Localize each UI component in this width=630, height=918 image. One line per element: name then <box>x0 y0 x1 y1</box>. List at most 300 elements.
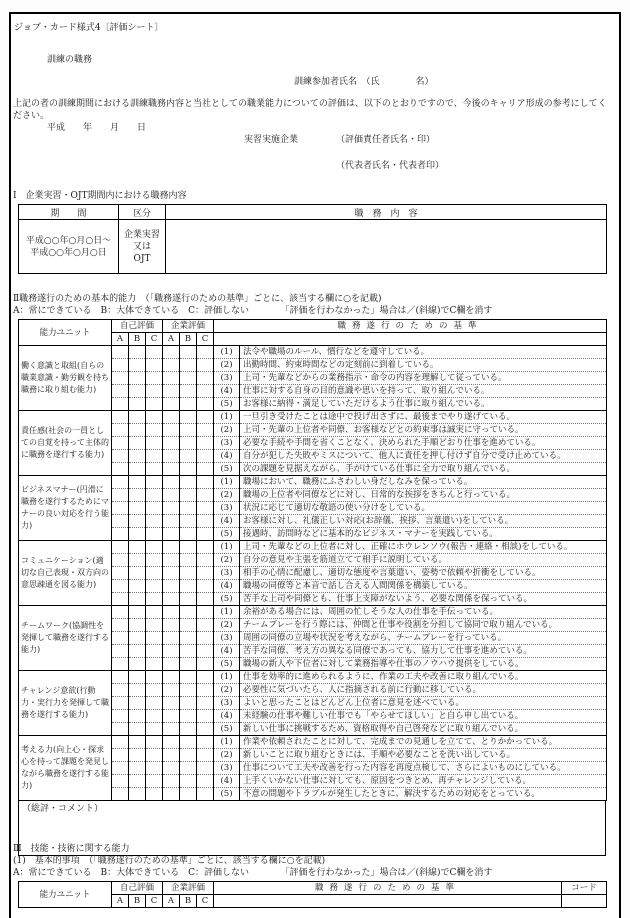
company-eval-mark-cell <box>197 541 214 554</box>
eval-header-row-1 <box>19 882 607 895</box>
self-eval-mark-cell <box>146 372 163 385</box>
category-cell <box>119 220 166 274</box>
criterion-text: 必要な手続や手間を省くことなく、決められた手順どおり仕事を進めている。 <box>240 437 607 450</box>
criterion-row <box>19 346 607 359</box>
ability-unit-column-header: 能力ユニット <box>19 882 112 908</box>
company-eval-mark-cell <box>180 762 197 775</box>
category-line2: 又は <box>132 241 151 252</box>
period-column-header: 期 間 <box>19 205 119 220</box>
company-eval-mark-cell <box>180 437 197 450</box>
company-eval-mark-cell <box>180 359 197 372</box>
self-eval-mark-cell <box>112 554 129 567</box>
company-eval-mark-cell <box>163 385 180 398</box>
company-eval-mark-cell <box>197 528 214 541</box>
company-eval-mark-cell <box>180 346 197 359</box>
self-eval-mark-cell <box>146 788 163 801</box>
criterion-number: (5) <box>214 788 240 801</box>
table-header-row <box>19 205 607 220</box>
criterion-text: 職場において、職務にふさわしい身だしなみを保っている。 <box>240 476 607 489</box>
criterion-number: (4) <box>214 775 240 788</box>
period-cell <box>19 220 119 274</box>
self-eval-mark-cell <box>146 398 163 411</box>
self-eval-mark-cell <box>112 528 129 541</box>
self-eval-mark-cell <box>112 762 129 775</box>
self-eval-mark-cell <box>146 580 163 593</box>
criterion-text: 上手くいかない仕事に対しても、原因をつきとめ、再チャレンジしている。 <box>240 775 607 788</box>
company-eval-mark-cell <box>163 528 180 541</box>
self-eval-mark-cell <box>146 541 163 554</box>
criterion-row <box>19 541 607 554</box>
intro-paragraph: 上記の者の訓練期間における訓練職務内容と当社としての職業能力についての評価は、以下のとおりですので、今後のキャリア形成の参考にしてください。 <box>13 99 607 121</box>
company-eval-mark-cell <box>197 736 214 749</box>
company-eval-mark-cell <box>180 593 197 606</box>
self-eval-mark-cell <box>129 619 146 632</box>
self-eval-mark-cell <box>146 502 163 515</box>
company-label: 実習実施企業 <box>244 135 299 145</box>
company-eval-mark-cell <box>163 788 180 801</box>
criterion-number: (1) <box>214 671 240 684</box>
section-2-rating-legend: A：常にできている B：大体できている C：評価しない 「評価を行わなかった」場合は／(斜線)でC欄を消す <box>13 306 493 316</box>
company-eval-mark-cell <box>197 372 214 385</box>
ability-unit-name: 働く意識と取組(自らの職業意識・勤労観を持ち職務に取り組む能力) <box>19 346 112 411</box>
self-eval-mark-cell <box>129 528 146 541</box>
company-eval-mark-cell <box>197 619 214 632</box>
self-eval-mark-cell <box>129 385 146 398</box>
code-column-header: コード <box>562 882 607 895</box>
self-eval-mark-cell <box>146 476 163 489</box>
ability-unit-name: ビジネスマナー(円滑に職務を遂行するためにマナーの良い対応を行う能力) <box>19 476 112 541</box>
self-eval-mark-cell <box>112 476 129 489</box>
company-eval-mark-cell <box>163 476 180 489</box>
self-eval-mark-cell <box>146 684 163 697</box>
criteria-header-spacer <box>214 895 562 908</box>
company-eval-mark-cell <box>180 749 197 762</box>
criterion-text: 上司・先輩などからの業務指示・命令の内容を理解して従っている。 <box>240 372 607 385</box>
company-eval-mark-cell <box>180 736 197 749</box>
self-eval-mark-cell <box>112 541 129 554</box>
self-eval-mark-cell <box>146 632 163 645</box>
criterion-number: (4) <box>214 710 240 723</box>
company-eval-mark-cell <box>163 437 180 450</box>
company-eval-mark-cell <box>180 671 197 684</box>
self-eval-column-header: 自己評価 <box>112 882 163 895</box>
company-eval-mark-cell <box>197 463 214 476</box>
ability-unit-block <box>19 541 607 606</box>
self-eval-mark-cell <box>146 606 163 619</box>
criterion-text: 職場の新人や下位者に対して業務指導や仕事のノウハウ提供をしている。 <box>240 658 607 671</box>
overall-comment-label: （総評・コメント） <box>22 804 104 814</box>
self-eval-mark-cell <box>129 541 146 554</box>
self-eval-mark-cell <box>129 580 146 593</box>
ability-unit-name: チャレンジ意欲(行動力・実行力を発揮して職務を遂行する能力) <box>19 671 112 736</box>
ability-unit-block <box>19 346 607 411</box>
company-eval-mark-cell <box>163 593 180 606</box>
company-eval-mark-cell <box>197 476 214 489</box>
self-eval-mark-cell <box>129 749 146 762</box>
company-eval-mark-cell <box>197 411 214 424</box>
company-eval-mark-cell <box>197 346 214 359</box>
self-eval-mark-cell <box>112 775 129 788</box>
criterion-text: 職場の同僚等と本音で話し合える人間関係を構築している。 <box>240 580 607 593</box>
self-eval-mark-cell <box>112 619 129 632</box>
company-a-header: A <box>163 333 180 346</box>
company-eval-mark-cell <box>163 580 180 593</box>
criterion-text: 自分が犯した失敗やミスについて、他人に責任を押し付けず自分で受け止めている。 <box>240 450 607 463</box>
company-eval-mark-cell <box>163 372 180 385</box>
criteria-column-header: 職務遂行のための基準 <box>214 320 607 333</box>
criterion-text: チームプレーを行う際には、仲間と仕事や役割を分担して協同で取り組んでいる。 <box>240 619 607 632</box>
criterion-number: (2) <box>214 489 240 502</box>
criterion-text: 職場の上位者や同僚などに対し、日常的な挨拶をきちんと行っている。 <box>240 489 607 502</box>
company-eval-mark-cell <box>163 671 180 684</box>
company-eval-mark-cell <box>163 463 180 476</box>
criterion-row <box>19 411 607 424</box>
criterion-number: (2) <box>214 619 240 632</box>
job-content-table <box>18 204 607 274</box>
criterion-number: (3) <box>214 632 240 645</box>
self-eval-mark-cell <box>146 736 163 749</box>
self-eval-mark-cell <box>112 671 129 684</box>
company-eval-mark-cell <box>197 385 214 398</box>
skill-evaluation-table <box>18 881 607 908</box>
self-eval-mark-cell <box>112 463 129 476</box>
criterion-number: (2) <box>214 424 240 437</box>
self-eval-mark-cell <box>112 684 129 697</box>
company-eval-mark-cell <box>180 541 197 554</box>
criterion-text: 法令や職場のルール、慣行などを遵守している。 <box>240 346 607 359</box>
self-eval-mark-cell <box>146 593 163 606</box>
self-eval-mark-cell <box>112 723 129 736</box>
self-eval-mark-cell <box>112 437 129 450</box>
self-eval-mark-cell <box>112 580 129 593</box>
ability-unit-column-header: 能力ユニット <box>19 320 112 346</box>
category-line3: OJT <box>133 253 151 264</box>
self-eval-mark-cell <box>146 437 163 450</box>
criterion-text: 接遇時、訪問時などに基本的なビジネス・マナーを実践している。 <box>240 528 607 541</box>
criterion-number: (4) <box>214 385 240 398</box>
criterion-text: 仕事に対する自身の目的意識や思いを持って、取り組んでいる。 <box>240 385 607 398</box>
criterion-text: 不意の問題やトラブルが発生したときに、解決するための対応をとっている。 <box>240 788 607 801</box>
code-header-spacer <box>562 895 607 908</box>
self-eval-mark-cell <box>146 515 163 528</box>
self-eval-mark-cell <box>146 359 163 372</box>
ability-unit-name: チームワーク(協調性を発揮して職務を遂行する能力) <box>19 606 112 671</box>
company-eval-mark-cell <box>197 502 214 515</box>
company-c-header: C <box>197 333 214 346</box>
company-eval-mark-cell <box>180 476 197 489</box>
self-eval-mark-cell <box>112 515 129 528</box>
period-line1: 平成○○年○月○日～ <box>25 235 112 246</box>
section-3-rating-legend: A：常にできている B：大体できている C：評価しない 「評価を行わなかった」場合は／(斜線)でC欄を消す <box>13 868 493 878</box>
criterion-text: 新しい仕事に挑戦するため、資格取得や自己啓発などに取り組んでいる。 <box>240 723 607 736</box>
self-eval-mark-cell <box>146 463 163 476</box>
self-eval-mark-cell <box>146 346 163 359</box>
criterion-text: 上司・先輩の上位者や同僚、お客様などとの約束事は誠実に守っている。 <box>240 424 607 437</box>
company-eval-mark-cell <box>163 515 180 528</box>
self-eval-mark-cell <box>146 775 163 788</box>
company-eval-mark-cell <box>180 710 197 723</box>
self-eval-mark-cell <box>112 710 129 723</box>
company-eval-column-header: 企業評価 <box>163 320 214 333</box>
company-eval-mark-cell <box>163 619 180 632</box>
company-eval-mark-cell <box>163 398 180 411</box>
self-eval-mark-cell <box>112 736 129 749</box>
criterion-number: (1) <box>214 346 240 359</box>
criterion-text: よいと思ったことはどんどん上位者に意見を述べている。 <box>240 697 607 710</box>
company-eval-mark-cell <box>180 372 197 385</box>
criterion-number: (1) <box>214 411 240 424</box>
company-eval-mark-cell <box>163 346 180 359</box>
criteria-column-header: 職務遂行のための基準 <box>214 882 562 895</box>
ability-unit-block <box>19 476 607 541</box>
company-eval-mark-cell <box>163 775 180 788</box>
criterion-text: 苦手な上司や同僚とも、仕事上支障がないよう、必要な関係を保っている。 <box>240 593 607 606</box>
company-eval-column-header: 企業評価 <box>163 882 214 895</box>
criterion-number: (4) <box>214 450 240 463</box>
company-eval-mark-cell <box>163 632 180 645</box>
criterion-number: (1) <box>214 541 240 554</box>
company-eval-mark-cell <box>163 710 180 723</box>
self-eval-column-header: 自己評価 <box>112 320 163 333</box>
company-eval-mark-cell <box>197 684 214 697</box>
criterion-number: (5) <box>214 593 240 606</box>
self-eval-mark-cell <box>112 398 129 411</box>
category-line1: 企業実習 <box>123 229 160 240</box>
self-eval-mark-cell <box>146 710 163 723</box>
company-eval-mark-cell <box>163 606 180 619</box>
self-eval-mark-cell <box>129 658 146 671</box>
company-eval-mark-cell <box>197 398 214 411</box>
criterion-text: 状況に応じて適切な敬語の使い分けをしている。 <box>240 502 607 515</box>
ability-unit-name: 責任感(社会の一員としての自覚を持って主体的に職務を遂行する能力) <box>19 411 112 476</box>
criterion-text: 仕事について工夫や改善を行った内容を再度点検して、さらによいものにしている。 <box>240 762 607 775</box>
company-eval-mark-cell <box>180 632 197 645</box>
company-eval-mark-cell <box>197 359 214 372</box>
company-eval-mark-cell <box>180 398 197 411</box>
company-eval-mark-cell <box>163 554 180 567</box>
self-eval-mark-cell <box>112 697 129 710</box>
criterion-number: (5) <box>214 528 240 541</box>
criterion-text: 上司・先輩などの上位者に対し、正確にホウレンソウ(報告・連絡・相談)をしている。 <box>240 541 607 554</box>
company-eval-mark-cell <box>197 658 214 671</box>
criterion-text: 周囲の同僚の立場や状況を考えながら、チームプレーを行っている。 <box>240 632 607 645</box>
company-eval-mark-cell <box>163 684 180 697</box>
self-eval-mark-cell <box>112 489 129 502</box>
company-eval-mark-cell <box>197 697 214 710</box>
ability-unit-block <box>19 411 607 476</box>
criterion-number: (2) <box>214 684 240 697</box>
company-eval-mark-cell <box>180 463 197 476</box>
section-3-subheading: (1) 基本的事項 （「職務遂行のための基準」ごとに、該当する欄に○を記載) <box>13 856 326 866</box>
evaluation-sheet-page <box>9 12 621 918</box>
company-eval-mark-cell <box>180 658 197 671</box>
criterion-text: 相手の心情に配慮し、適切な態度や言葉遣い、姿勢で依頼や折衝をしている。 <box>240 567 607 580</box>
criterion-text: 苦手な同僚、考え方の異なる同僚であっても、協力して仕事を進めている。 <box>240 645 607 658</box>
criterion-text: 一旦引き受けたことは途中で投げ出さずに、最後までやり遂げている。 <box>240 411 607 424</box>
self-b-header: B <box>129 333 146 346</box>
self-eval-mark-cell <box>112 450 129 463</box>
self-eval-mark-cell <box>146 762 163 775</box>
self-eval-mark-cell <box>146 450 163 463</box>
company-eval-mark-cell <box>180 567 197 580</box>
ability-unit-block <box>19 736 607 801</box>
company-eval-mark-cell <box>180 606 197 619</box>
self-eval-mark-cell <box>112 788 129 801</box>
criterion-text: 必要性に気づいたら、人に指摘される前に行動に移している。 <box>240 684 607 697</box>
criterion-text: 次の課題を見据えながら、手がけている仕事に全力で取り組んでいる。 <box>240 463 607 476</box>
table-row <box>19 220 607 274</box>
criterion-number: (3) <box>214 697 240 710</box>
company-eval-mark-cell <box>180 619 197 632</box>
self-eval-mark-cell <box>112 385 129 398</box>
form-title: ジョブ・カード様式4〔評価シート〕 <box>14 23 164 33</box>
company-eval-mark-cell <box>180 502 197 515</box>
criterion-text: 出勤時間、約束時間などの定刻前に到着している。 <box>240 359 607 372</box>
company-eval-mark-cell <box>163 489 180 502</box>
criterion-number: (5) <box>214 398 240 411</box>
self-eval-mark-cell <box>129 476 146 489</box>
criterion-text: 仕事を効率的に進められるように、作業の工夫や改善に取り組んでいる。 <box>240 671 607 684</box>
company-eval-mark-cell <box>180 528 197 541</box>
evaluator-seal-label: （評価責任者氏名・印） <box>336 135 436 145</box>
self-eval-mark-cell <box>146 619 163 632</box>
self-eval-mark-cell <box>112 502 129 515</box>
criterion-number: (3) <box>214 502 240 515</box>
company-eval-mark-cell <box>163 658 180 671</box>
self-eval-mark-cell <box>129 645 146 658</box>
self-eval-mark-cell <box>146 658 163 671</box>
category-column-header: 区分 <box>119 205 166 220</box>
self-eval-mark-cell <box>129 593 146 606</box>
self-eval-mark-cell <box>129 398 146 411</box>
self-eval-mark-cell <box>129 346 146 359</box>
section-3 <box>13 843 615 908</box>
self-eval-mark-cell <box>129 606 146 619</box>
self-a-header: A <box>112 895 129 908</box>
self-eval-mark-cell <box>112 645 129 658</box>
job-content-cell <box>166 220 607 274</box>
self-eval-mark-cell <box>129 515 146 528</box>
self-eval-mark-cell <box>112 359 129 372</box>
self-eval-mark-cell <box>146 489 163 502</box>
ability-unit-name: 考える力(向上心・探求心を持って課題を発見しながら職務を遂行する能力) <box>19 736 112 801</box>
self-eval-mark-cell <box>129 684 146 697</box>
company-eval-mark-cell <box>180 645 197 658</box>
company-eval-mark-cell <box>180 515 197 528</box>
company-eval-mark-cell <box>163 502 180 515</box>
company-eval-mark-cell <box>163 567 180 580</box>
self-eval-mark-cell <box>129 788 146 801</box>
company-eval-mark-cell <box>197 450 214 463</box>
criterion-text: 作業や依頼されたことに対して、完成までの見通しを立てて、とりかかっている。 <box>240 736 607 749</box>
criterion-number: (5) <box>214 723 240 736</box>
ability-unit-name: コミュニケーション(適切な自己表現・双方向の意思疎通を図る能力) <box>19 541 112 606</box>
company-eval-mark-cell <box>163 541 180 554</box>
self-eval-mark-cell <box>146 749 163 762</box>
criterion-row <box>19 606 607 619</box>
criterion-text: 未経験の仕事や難しい仕事でも「やらせてほしい」と自ら申し出ている。 <box>240 710 607 723</box>
self-eval-mark-cell <box>129 450 146 463</box>
company-eval-mark-cell <box>197 788 214 801</box>
company-eval-mark-cell <box>163 645 180 658</box>
self-eval-mark-cell <box>146 424 163 437</box>
self-c-header: C <box>146 895 163 908</box>
self-eval-mark-cell <box>129 762 146 775</box>
period-line2: 平成○○年○月○日 <box>30 247 107 258</box>
criterion-number: (3) <box>214 437 240 450</box>
criterion-number: (3) <box>214 372 240 385</box>
criterion-number: (3) <box>214 762 240 775</box>
self-eval-mark-cell <box>129 775 146 788</box>
self-eval-mark-cell <box>146 645 163 658</box>
basic-ability-evaluation-table <box>18 319 607 801</box>
company-eval-mark-cell <box>197 645 214 658</box>
self-eval-mark-cell <box>112 411 129 424</box>
criterion-number: (2) <box>214 359 240 372</box>
company-eval-mark-cell <box>180 775 197 788</box>
section-1-heading: Ⅰ 企業実習・OJT期間内における職務内容 <box>13 191 187 201</box>
company-eval-mark-cell <box>163 359 180 372</box>
self-eval-mark-cell <box>129 489 146 502</box>
self-eval-mark-cell <box>146 411 163 424</box>
self-eval-mark-cell <box>146 697 163 710</box>
criterion-row <box>19 476 607 489</box>
company-eval-mark-cell <box>180 385 197 398</box>
date-line: 平成 年 月 日 <box>47 123 147 133</box>
self-eval-mark-cell <box>112 346 129 359</box>
criterion-text: 新しいことに取り組むときには、手順や必要なことを洗い出している。 <box>240 749 607 762</box>
job-content-column-header: 職 務 内 容 <box>166 205 607 220</box>
criterion-number: (1) <box>214 736 240 749</box>
self-eval-mark-cell <box>112 658 129 671</box>
self-eval-mark-cell <box>129 723 146 736</box>
criterion-row <box>19 736 607 749</box>
company-a-header: A <box>163 895 180 908</box>
self-b-header: B <box>129 895 146 908</box>
self-eval-mark-cell <box>129 359 146 372</box>
company-eval-mark-cell <box>197 723 214 736</box>
self-eval-mark-cell <box>129 554 146 567</box>
criterion-text: お客様に対し、礼儀正しい対応(お辞儀、挨拶、言葉遣い)をしている。 <box>240 515 607 528</box>
self-eval-mark-cell <box>129 502 146 515</box>
self-eval-mark-cell <box>129 437 146 450</box>
company-eval-mark-cell <box>197 632 214 645</box>
criterion-number: (4) <box>214 645 240 658</box>
criterion-number: (3) <box>214 567 240 580</box>
company-eval-mark-cell <box>163 762 180 775</box>
company-eval-mark-cell <box>180 411 197 424</box>
self-eval-mark-cell <box>146 567 163 580</box>
self-eval-mark-cell <box>129 697 146 710</box>
self-eval-mark-cell <box>112 749 129 762</box>
self-eval-mark-cell <box>146 385 163 398</box>
company-eval-mark-cell <box>163 736 180 749</box>
section-1 <box>13 190 615 274</box>
self-eval-mark-cell <box>112 424 129 437</box>
company-eval-mark-cell <box>197 775 214 788</box>
self-eval-mark-cell <box>129 463 146 476</box>
criterion-number: (2) <box>214 749 240 762</box>
training-job-label: 訓練の職務 <box>47 55 93 65</box>
self-eval-mark-cell <box>112 567 129 580</box>
self-c-header: C <box>146 333 163 346</box>
company-eval-mark-cell <box>197 671 214 684</box>
section-2 <box>13 293 615 856</box>
criterion-number: (1) <box>214 606 240 619</box>
self-a-header: A <box>112 333 129 346</box>
section-2-heading: Ⅱ職務遂行のための基本的能力 （「職務遂行のための基準」ごとに、該当する欄に○を記載) <box>13 294 382 304</box>
company-eval-mark-cell <box>197 749 214 762</box>
